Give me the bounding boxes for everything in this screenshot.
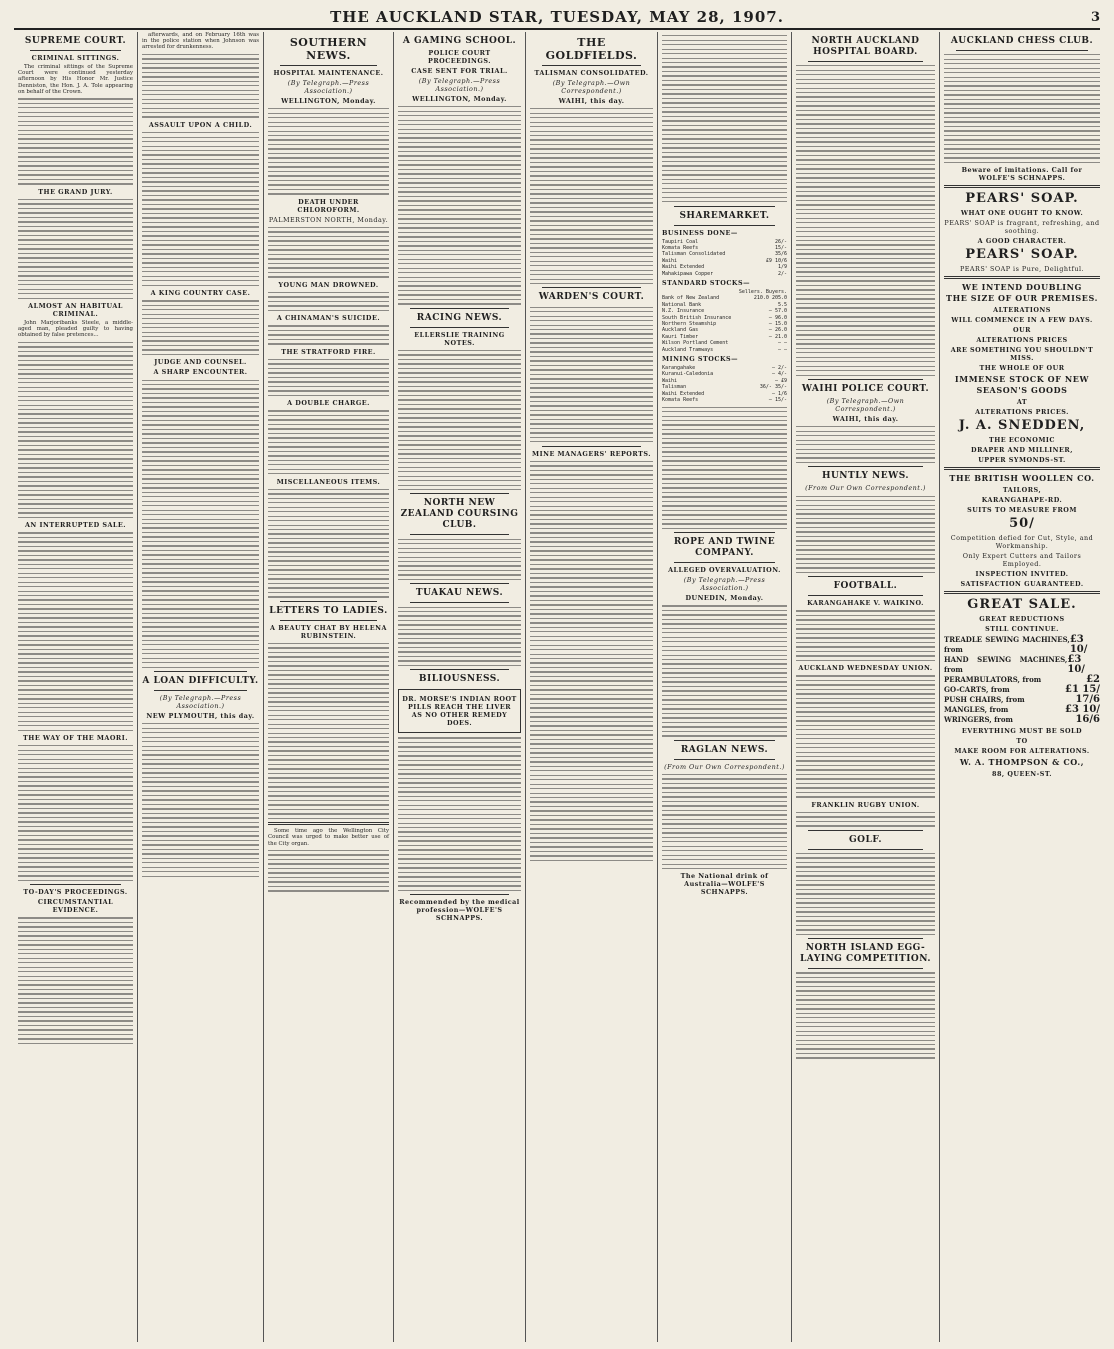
woollen-line: Competition defied for Cut, Style, and Workmanship.	[950, 534, 1094, 551]
thompson-address: 88, QUEEN-ST.	[992, 770, 1052, 779]
text-block	[18, 745, 133, 881]
text-block	[268, 108, 389, 195]
subhead-karangahake-waikino: KARANGAHAKE V. WAIKINO.	[807, 599, 924, 608]
table-row: Talisman 36/- 35/-	[662, 384, 787, 391]
subhead-chloroform: DEATH UNDER CHLOROFORM.	[297, 197, 360, 214]
text-block	[268, 292, 389, 311]
text-block	[142, 380, 259, 668]
dateline: PALMERSTON NORTH, Monday.	[268, 215, 389, 224]
subhead-habitual-criminal: ALMOST AN HABITUAL CRIMINAL.	[28, 302, 123, 319]
byline: (By Telegraph.—Press Association.)	[683, 576, 766, 593]
text-block	[268, 489, 389, 598]
byline: (By Telegraph.—Press Association.)	[418, 77, 501, 93]
text-block	[530, 108, 653, 284]
subhead-judge-counsel: JUDGE AND COUNSEL.	[154, 358, 247, 367]
table-row: Wilson Portland Cement — —	[662, 340, 787, 347]
table-row: Northern Steamship — 15.0	[662, 320, 787, 327]
snedden-line: WE INTEND DOUBLING	[962, 282, 1082, 293]
subhead-circumstantial-evidence: CIRCUMSTANTIAL EVIDENCE.	[37, 898, 114, 915]
subhead-overvaluation: ALLEGED OVERVALUATION.	[668, 566, 781, 575]
byline: (By Telegraph.—Press Association.)	[159, 693, 242, 710]
pears-title: PEARS' SOAP.	[965, 247, 1079, 263]
business-table	[662, 239, 787, 277]
woollen-line: SATISFACTION GUARANTEED.	[960, 580, 1084, 589]
woollen-line: SUITS TO MEASURE FROM	[967, 506, 1077, 515]
table-row: Waihi £9 10/6	[662, 257, 787, 264]
headline-tuakau-news: TUAKAU NEWS.	[415, 588, 504, 599]
dateline: WELLINGTON, Monday.	[412, 95, 507, 103]
snedden-line: IMMENSE STOCK OF NEW	[954, 374, 1090, 385]
text-block	[796, 972, 935, 1059]
table-row: Kauri Timber — 21.0	[662, 333, 787, 340]
pears-soap-ad	[944, 191, 1100, 273]
headline-golf: GOLF.	[849, 834, 882, 845]
british-woollen-ad	[944, 473, 1100, 588]
snedden-line: AT	[1016, 398, 1028, 407]
woollen-line: KARANGAHAPE-RD.	[981, 496, 1063, 505]
table-row: Taupiri Coal 26/-	[662, 238, 787, 245]
text-block	[268, 227, 389, 278]
article-text: afterwards, and on February 16th was in the police station when Johnson was arrested for drunkenness.	[142, 32, 259, 51]
sale-line: EVERYTHING MUST BE SOLD	[961, 727, 1083, 736]
snedden-line: OUR	[1013, 326, 1031, 335]
table-row: Komata Reefs 15/-	[662, 244, 787, 251]
text-block	[796, 65, 935, 376]
column-3	[264, 32, 394, 1342]
article-text: The criminal sittings of the Supreme Court were continued yesterday afternoon by His Honor Mr. Justice Denniston, the Hon. J. A. Tole appearing on behalf of the Crown.	[18, 64, 133, 95]
snedden-name: J. A. SNEDDEN,	[958, 418, 1086, 434]
subhead-grand-jury: THE GRAND JURY.	[38, 187, 113, 196]
subhead-sharp-encounter: A SHARP ENCOUNTER.	[153, 368, 248, 377]
pears-line: WHAT ONE OUGHT TO KNOW.	[960, 209, 1084, 218]
subhead-double-charge: A DOUBLE CHARGE.	[287, 399, 370, 408]
standard-table	[662, 289, 787, 353]
text-block	[398, 106, 521, 305]
pears-title: PEARS' SOAP.	[965, 191, 1079, 207]
headline-egg-laying: NORTH ISLAND EGG-LAYING COMPETITION.	[799, 943, 932, 965]
sale-item: GO-CARTS, from £1 15/	[944, 684, 1100, 696]
table-row: Waihi Extended 1/9	[662, 264, 787, 271]
text-block	[18, 342, 133, 518]
pears-line: PEARS' SOAP is Pure, Delightful.	[959, 265, 1085, 274]
subhead-business-done: BUSINESS DONE—	[662, 228, 738, 237]
table-row: N.Z. Insurance — 57.0	[662, 308, 787, 315]
subhead-police-court: POLICE COURT PROCEEDINGS.	[428, 49, 491, 65]
masthead-title: THE AUCKLAND STAR, TUESDAY, MAY 28, 1907.	[330, 8, 784, 26]
table-row: National Bank 5.5	[662, 301, 787, 308]
schnapps-ad: The National drink of Australia—WOLFE'S SCHNAPPS.	[680, 872, 769, 897]
text-block	[796, 426, 935, 463]
snedden-ad	[944, 282, 1100, 464]
text-block	[398, 737, 521, 891]
table-row: Waihi — £9	[662, 377, 787, 384]
snedden-line: THE WHOLE OF OUR	[979, 364, 1065, 373]
text-block	[268, 359, 389, 396]
headline-biliousness: BILIOUSNESS.	[418, 674, 501, 685]
sale-line: STILL CONTINUE.	[985, 625, 1059, 634]
text-block	[18, 917, 133, 1044]
woollen-line: INSPECTION INVITED.	[975, 570, 1069, 579]
headline-waihi-police-court: WAIHI POLICE COURT.	[801, 384, 930, 394]
table-row: Auckland Gas — 26.0	[662, 327, 787, 334]
column-8	[940, 32, 1104, 1342]
headline-southern-news: SOUTHERN NEWS.	[289, 36, 368, 62]
text-block	[142, 54, 259, 118]
text-block	[18, 98, 133, 185]
subhead-todays-proceedings: TO-DAY'S PROCEEDINGS.	[23, 888, 128, 897]
text-block	[142, 132, 259, 286]
ad-text: DR. MORSE'S INDIAN ROOT PILLS REACH THE LIVER AS NO OTHER REMEDY DOES.	[402, 695, 517, 728]
headline-loan-difficulty: A LOAN DIFFICULTY.	[142, 675, 259, 686]
headline-chess-club: AUCKLAND CHESS CLUB.	[950, 36, 1094, 46]
woollen-line: TAILORS,	[1002, 486, 1042, 495]
text-block	[142, 300, 259, 355]
text-block	[268, 325, 389, 344]
dateline: NEW PLYMOUTH, this day.	[146, 711, 255, 720]
snedden-line: UPPER SYMONDS-ST.	[978, 456, 1066, 465]
byline: (By Telegraph.—Own Correspondent.)	[552, 79, 631, 95]
schnapps-ad: Beware of imitations. Call for WOLFE'S SCHNAPPS.	[961, 166, 1083, 183]
subhead-standard-stocks: STANDARD STOCKS—	[662, 278, 750, 287]
table-row: Mahakipawa Copper 2/-	[662, 270, 787, 277]
snedden-line: ALTERATIONS PRICES	[976, 336, 1068, 345]
text-block	[662, 605, 787, 736]
sale-item: HAND SEWING MACHINES, from £3 10/	[944, 654, 1085, 676]
table-row: Talisman Consolidated 35/6	[662, 251, 787, 258]
text-block	[18, 199, 133, 299]
sale-title: GREAT SALE.	[967, 597, 1077, 613]
headline-letters-to-ladies: LETTERS TO LADIES.	[269, 605, 388, 616]
text-block	[662, 774, 787, 870]
table-row: Waihi Extended — 1/6	[662, 390, 787, 397]
text-block	[268, 643, 389, 819]
byline: (By Telegraph.—Press Association.)	[287, 79, 370, 95]
table-row: Karangahake — 2/-	[662, 365, 787, 371]
dateline: DUNEDIN, Monday.	[685, 594, 764, 603]
article-text: Some time ago the Wellington City Council was urged to make better use of the City organ.	[268, 828, 389, 847]
mining-table	[662, 365, 787, 403]
table-row: Bank of New Zealand 210.0 205.0	[662, 295, 787, 302]
woollen-line: Only Expert Cutters and Tailors Employed.	[962, 552, 1082, 569]
headline-coursing-club: NORTH NEW ZEALAND COURSING CLUB.	[400, 498, 519, 531]
headline-wardens-court: WARDEN'S COURT.	[538, 292, 645, 303]
sale-line: GREAT REDUCTIONS	[979, 615, 1065, 624]
text-block	[18, 532, 133, 731]
headline-rope-twine: ROPE AND TWINE COMPANY.	[673, 537, 776, 559]
snedden-line: ARE SOMETHING YOU SHOULDN'T MISS.	[950, 346, 1094, 363]
text-block	[398, 607, 521, 667]
headline-goldfields: THE GOLDFIELDS.	[545, 36, 638, 62]
subhead-chinaman-suicide: A CHINAMAN'S SUICIDE.	[276, 314, 381, 323]
subhead-interrupted-sale: AN INTERRUPTED SALE.	[24, 521, 127, 530]
column-5	[526, 32, 658, 1342]
headline-hospital-board: NORTH AUCKLAND HOSPITAL BOARD.	[811, 36, 920, 57]
sale-item: TREADLE SEWING MACHINES, from £3 10/	[944, 634, 1088, 656]
table-row: Auckland Tramways — —	[662, 346, 787, 353]
byline: (From Our Own Correspondent.)	[664, 762, 785, 771]
article-text: John Marjoribanks Steele, a middle-aged man, pleaded guilty to having obtained by false pretences...	[18, 320, 133, 339]
table-header: Sellers. Buyers.	[738, 288, 787, 295]
pears-line: A GOOD CHARACTER.	[977, 237, 1067, 246]
subhead-ellerslie: ELLERSLIE TRAINING NOTES.	[414, 330, 505, 347]
text-block	[796, 610, 935, 661]
column-4	[394, 32, 526, 1342]
subhead-franklin-rugby: FRANKLIN RUGBY UNION.	[811, 800, 920, 809]
subhead-talisman: TALISMAN CONSOLIDATED.	[534, 69, 649, 77]
text-block	[398, 539, 521, 581]
sale-item: PERAMBULATORS, from £2	[944, 674, 1100, 686]
morse-pills-ad	[398, 689, 521, 733]
table-row: Kuranui-Caledonia — 4/-	[662, 371, 787, 378]
subhead-hospital-maintenance: HOSPITAL MAINTENANCE.	[273, 69, 384, 77]
thompson-name: W. A. THOMPSON & CO.,	[959, 757, 1085, 768]
headline-gaming-school: A GAMING SCHOOL.	[402, 36, 517, 46]
subhead-stratford-fire: THE STRATFORD FIRE.	[281, 347, 376, 356]
column-7	[792, 32, 940, 1342]
snedden-line: WILL COMMENCE IN A FEW DAYS.	[951, 316, 1093, 325]
woollen-price: 50/	[1009, 516, 1035, 532]
text-block	[268, 410, 389, 474]
snedden-line: THE SIZE OF OUR PREMISES.	[946, 293, 1098, 304]
dateline: WAIHI, this day.	[558, 97, 625, 105]
subhead-mining-stocks: MINING STOCKS—	[662, 355, 739, 363]
subhead-mine-managers: MINE MANAGERS' REPORTS.	[532, 449, 651, 458]
text-block	[662, 407, 787, 529]
column-6	[658, 32, 792, 1342]
sale-item: WRINGERS, from 16/6	[944, 714, 1100, 726]
column-1	[14, 32, 138, 1342]
text-block	[398, 350, 521, 490]
snedden-line: THE ECONOMIC	[989, 436, 1055, 445]
subhead-case-sent: CASE SENT FOR TRIAL.	[411, 67, 508, 75]
sale-line: TO	[1016, 737, 1028, 746]
text-block	[142, 723, 259, 877]
text-block	[530, 461, 653, 862]
masthead	[14, 6, 1100, 30]
schnapps-ad: Recommended by the medical profession—WOLFE'S SCHNAPPS.	[399, 898, 520, 923]
headline-racing-news: RACING NEWS.	[416, 312, 503, 323]
text-block	[796, 675, 935, 797]
subhead-beauty-chat: A BEAUTY CHAT BY HELENA RUBINSTEIN.	[270, 623, 387, 640]
page-number: 3	[1090, 9, 1100, 25]
text-block	[796, 853, 935, 935]
dateline: WAIHI, this day.	[832, 415, 899, 423]
text-block	[268, 850, 389, 892]
text-block	[530, 307, 653, 443]
subhead-criminal-sittings: CRIMINAL SITTINGS.	[31, 54, 120, 62]
pears-line: PEARS' SOAP is fragrant, refreshing, and soothing.	[944, 219, 1100, 236]
great-sale-ad	[944, 597, 1100, 778]
headline-sharemarket: SHAREMARKET.	[679, 210, 770, 221]
dateline: WELLINGTON, Monday.	[281, 97, 376, 105]
snedden-line: DRAPER AND MILLINER,	[971, 446, 1073, 455]
subhead-wednesday-union: AUCKLAND WEDNESDAY UNION.	[798, 664, 933, 673]
table-row: Komata Reefs — 15/-	[662, 397, 787, 404]
text-block	[944, 54, 1100, 163]
subhead-miscellaneous: MISCELLANEOUS ITEMS.	[276, 477, 381, 486]
subhead-young-man-drowned: YOUNG MAN DROWNED.	[278, 280, 379, 289]
columns	[14, 32, 1104, 1342]
byline: (From Our Own Correspondent.)	[805, 484, 926, 493]
sale-item: MANGLES, from £3 10/	[944, 704, 1100, 716]
text-block	[796, 812, 935, 827]
sale-item: PUSH CHAIRS, from 17/6	[944, 694, 1100, 706]
text-block	[662, 35, 787, 202]
subhead-king-country: A KING COUNTRY CASE.	[150, 289, 251, 298]
snedden-line: SEASON'S GOODS	[976, 385, 1068, 396]
snedden-line: ALTERATIONS	[993, 306, 1051, 315]
table-row: South British Insurance — 96.0	[662, 314, 787, 321]
text-block	[796, 496, 935, 574]
headline-raglan-news: RAGLAN NEWS.	[680, 744, 769, 755]
subhead-assault-child: ASSAULT UPON A CHILD.	[148, 120, 253, 129]
woollen-line: THE BRITISH WOOLLEN CO.	[949, 473, 1095, 484]
sale-line: MAKE ROOM FOR ALTERATIONS.	[954, 747, 1090, 756]
subhead-way-of-maori: THE WAY OF THE MAORI.	[23, 734, 128, 742]
headline-supreme-court: SUPREME COURT.	[24, 36, 127, 46]
snedden-line: ALTERATIONS PRICES.	[975, 408, 1069, 417]
headline-football: FOOTBALL.	[833, 581, 898, 592]
headline-huntly-news: HUNTLY NEWS.	[821, 471, 910, 482]
byline: (By Telegraph.—Own Correspondent.)	[826, 397, 905, 413]
column-2	[138, 32, 264, 1342]
